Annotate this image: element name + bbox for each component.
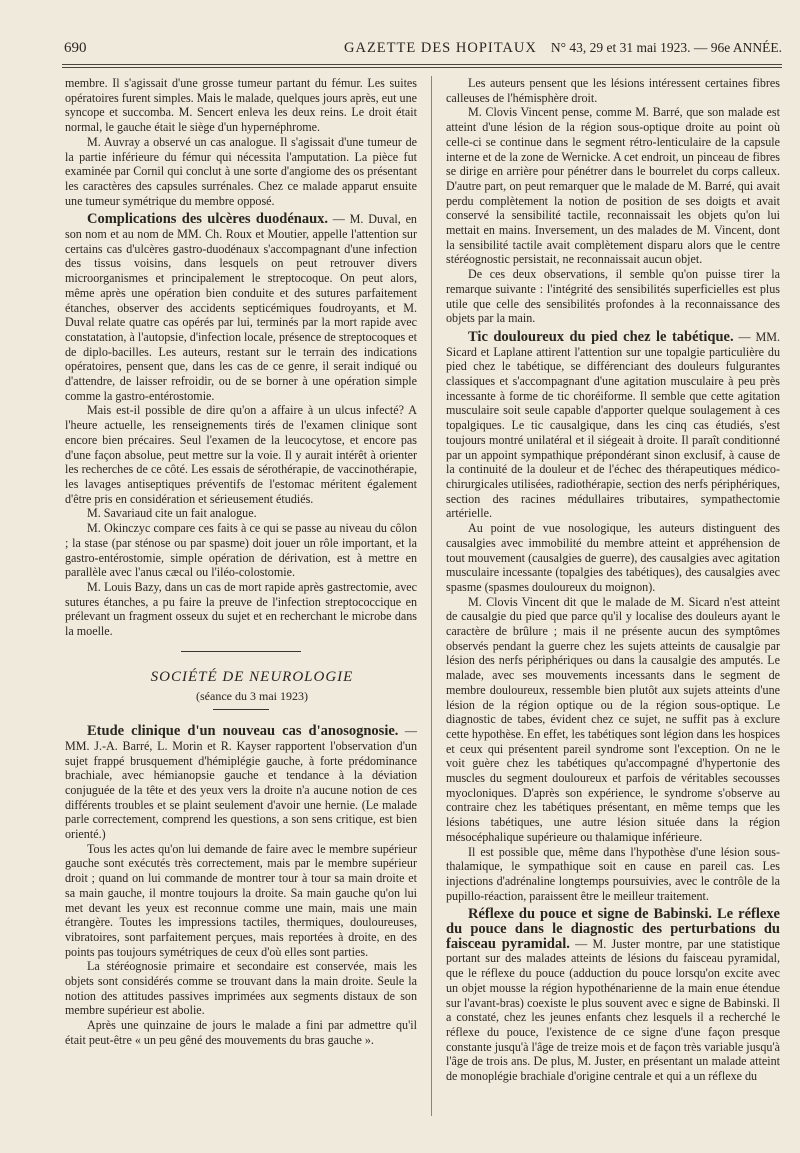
paragraph: La stéréognosie primaire et secondaire est conservée, mais les objets sont considérés comme se trouvant dans la main droite. Seule la notion des attitudes passives imprimées aux segments distaux de son membre supérieur est abolie. xyxy=(65,959,417,1018)
section-heading: Réflexe du pouce et signe de Babinski. Le réflexe du pouce dans le diagnostic des perturbations du faisceau pyramidal. xyxy=(446,906,780,952)
paragraph: Au point de vue nosologique, les auteurs distinguent des causalgies avec immobilité du membre atteint et appréhension de tout mouvement (causalgies de guerre), des causalgies avec agitation musculaire incessante (topalgies des tabétiques), des causalgies avec spasme (spasmes douloureux du moignon). xyxy=(446,521,780,594)
left-column xyxy=(65,76,417,1048)
section-heading: Complications des ulcères duodénaux. xyxy=(87,211,329,228)
paragraph: M. Okinczyc compare ces faits à ce qui se passe au niveau du côlon ; la stase (par sténose ou par spasme) doit jouer un rôle important, et la gastro-entérostomie, simple opération de dérivation, est à mettre en parallèle avec l'anus cæcal ou l'iléo-colostomie. xyxy=(65,521,417,580)
right-column xyxy=(446,76,780,1084)
section-rule xyxy=(181,651,301,652)
paragraph: Les auteurs pensent que les lésions intéressent certaines fibres calleuses de l'hémisphère droit. xyxy=(446,76,780,105)
paragraph: Il est possible que, même dans l'hypothèse d'une lésion sous-thalamique, le sympathique soit en cause en pareil cas. Les injections d'adrénaline longtemps poursuivies, avec le contrôle de la pupillo-réaction, paraissent être le meilleur traitement. xyxy=(446,844,780,903)
header-rule-bottom xyxy=(62,67,782,68)
section-rule-short xyxy=(213,709,269,710)
paragraph: De ces deux observations, il semble qu'on puisse tirer la remarque suivante : l'intégrité des sensibilités superficielles est plus utile que celle des sensibilités profondes à la reconnaissance des objets par la main. xyxy=(446,267,780,326)
seance-date: (séance du 3 mai 1923) xyxy=(196,689,308,704)
section-heading: Tic douloureux du pied chez le tabétique. xyxy=(468,328,734,345)
journal-title: GAZETTE DES HOPITAUX xyxy=(344,40,537,56)
column-separator xyxy=(431,76,432,1116)
society-title: SOCIÉTÉ DE NEUROLOGIE xyxy=(150,668,354,685)
section-heading: Etude clinique d'un nouveau cas d'anosognosie. xyxy=(87,723,399,740)
paragraph: Après une quinzaine de jours le malade a fini par admettre qu'il était peut-être « un peu gêné des mouvements du bras gauche ». xyxy=(65,1018,417,1047)
page-header xyxy=(62,40,782,62)
article-paragraph xyxy=(65,724,417,842)
paragraph: membre. Il s'agissait d'une grosse tumeur partant du fémur. Les suites opératoires furent simples. Mais le malade, quelques jours après, eut une syncope et succomba. M. Sencert enleva les deux reins. Le droit était normal, le gauche était le siège d'un hypernéphrome. xyxy=(65,76,417,135)
paragraph: M. Savariaud cite un fait analogue. xyxy=(87,506,257,521)
header-rule-top xyxy=(62,64,782,65)
paragraph-text: — M. Duval, en son nom et au nom de MM. Ch. Roux et Moutier, appelle l'attention sur certains cas d'ulcères gastro-duodénaux s'accompagnant d'une infection des tissus voisins, dans lesquels on peut retrouver divers microorganismes et principalement le streptocoque. On peut alors, même après une opération bien conduite et des sutures parfaitement étanches, observer des accidents septicémiques foudroyants, et M. Duval relate quatre cas opérés par lui, terminés par la mort rapide avec constatation, à l'autopsie, d'infection locale, présence de streptocoques et de diplo-bacilles. Les auteurs, restant sur le terrain des indications opératoires, pensent que, dans les cas de ce genre, il serait indiqué ou d'attendre, de laisser refroidir, ou de se borner à une opération simple comme la gastro-entérostomie. xyxy=(65,212,417,403)
article-paragraph xyxy=(446,907,780,1083)
paragraph-text: — MM. J.-A. Barré, L. Morin et R. Kayser rapportent l'observation d'un sujet frappé brusquement d'hémiplégie gauche, à forte prédominance brachiale, avec hémianopsie gauche et tendance à la déviation conjuguée de la tête et des yeux vers la droite n'a aucune notion de ces différents troubles et se plaint seulement d'avoir une hernie. (Le malade parle correctement, comprend les questions, a son sens critique, est bien orienté.) xyxy=(65,724,417,842)
issue-info: N° 43, 29 et 31 mai 1923. — 96e ANNÉE. xyxy=(550,40,782,55)
paragraph: Tous les actes qu'on lui demande de faire avec le membre supérieur gauche sont exécutés très correctement, mais par le membre supérieur droit ; quand on lui commande de montrer tour à tour sa main droite et sa main gauche, il montre toujours la droite. Sa main gauche qu'on lui met devant les yeux est reconnue comme une main, mais une main étrangère. Toutes les impressions tactiles, thermiques, douloureuses, vibratoires, sont parfaitement perçues, mais reportées à droite, en des points pas toujours symétriques de ceux d'où elles sont parties. xyxy=(65,841,417,959)
paragraph: M. Clovis Vincent dit que le malade de M. Sicard n'est atteint de causalgie du pied que parce qu'il y localise des douleurs ayant le caractère de brûlure ; mais il ne présente aucun des symptômes observés pendant la guerre chez les sujets atteints de causalgie par lésion des nerfs périphériques ou dans la causalgie des amputés. Le malade, avec ses mouvements incessants dans le segment de membre douloureux, ressemble bien plutôt aux sujets atteints d'une lésion de la région optique ou de la région sous-optique. Le diagnostic de tabes, évident chez ce sujet, ne suffit pas à exclure cette hypothèse. En effet, les tabétiques sont légion dans les hospices et ceux qui présentent pareil syndrome sont l'exception. On ne le voit guère chez les tabétiques qu'accompagné d'hypertonie des muscles du segment douloureux et parfois de véritables secousses myocloniques. D'après son expérience, le syndrome s'observe au contraire chez les tabétiques présentant, en même temps que les lésions tabétiques, une autre lésion située dans la région mésocéphalique supérieure ou thalamique inférieure. xyxy=(446,594,780,844)
page-number: 690 xyxy=(64,40,87,56)
paragraph: M. Louis Bazy, dans un cas de mort rapide après gastrectomie, avec sutures étanches, a pu faire la preuve de l'infection streptococcique en prélevant un fragment osseux du sujet et en recherchant le microbe dans la moelle. xyxy=(65,579,417,639)
article-paragraph xyxy=(65,212,417,403)
paragraph: Mais est-il possible de dire qu'on a affaire à un ulcus infecté? A l'heure actuelle, les renseignements tirés de l'examen clinique sont encore bien précaires. Seul l'examen de la leucocytose, et encore pas d'une façon absolue, peut mettre sur la voie. Il y aurait intérêt à orienter les recherches de ce côté. Les essais de sérothérapie, de vaccinothérapie, les lavages antiseptiques préventifs de l'estomac méritent également d'être pris en considération et sérieusement étudiés. xyxy=(65,403,417,506)
paragraph: M. Auvray a observé un cas analogue. Il s'agissait d'une tumeur de la partie inférieure du fémur qui nécessita l'amputation. La pièce fut examinée par Cornil qui conclut à une sorte d'angiome des os présentant les caractères des capsules surrénales. Chez ce malade apparut ensuite une tumeur symétrique du membre opposé. xyxy=(65,134,417,208)
paragraph-text: — MM. Sicard et Laplane attirent l'attention sur une topalgie particulière du pied chez le tabétique, se différenciant des douleurs fulgurantes classiques et s'accompagnant d'une agitation musculaire à peu près incessante à forme de tic choréiforme. Il semble que cette agitation musculaire soit seule capable d'apporter quelque soulagement à ces topalgiques. Le tic causalgique, dans les cinq cas étudiés, s'est toujours montré unilatéral et il siégeait à droite. Il paraît conditionné par un appoint sympathique prépondérant sinon exclusif, à cause de la continuité de la douleur et de l'échec des thérapeutiques médico-chirurgicales utilisées, radiothérapie, section des nerfs périphériques, section des racines médullaires tributaires, sympathectomie artérielle. xyxy=(446,329,780,521)
paragraph-text: — M. Juster montre, par une statistique portant sur des malades atteints de lésions du faisceau pyramidal, que le réflexe du pouce (adduction du pouce lorsqu'on excite avec un objet mousse la région hypothénarienne de la main enue étendue sur l'avant-bras) coexiste le plus souvent avec e signe de Babinski. Il a constaté, chez les jeunes enfants chez lesquels il a recherché le réflexe du pouce, l'existence de ce signe d'une façon presque constante jusqu'à l'âge de treize mois et de façon très variable jusqu'à l'âge de trois ans. De plus, M. Juster, en présentant un malade atteint de monoplégie brachiale d'origine centrale et qui a un réflexe du xyxy=(446,936,780,1084)
article-paragraph xyxy=(446,330,780,521)
paragraph: M. Clovis Vincent pense, comme M. Barré, que son malade est atteint d'une lésion de la région sous-optique droite au point où celle-ci se continue dans le segment rétro-lenticulaire de la capsule interne et de la zone de Wernicke. A cet endroit, un pinceau de fibres se dirige en arrière pour pénétrer dans le bourrelet du corps calleux. D'autre part, on peut remarquer que le malade de M. Barré, qui avait perdu complètement la notion de position de ses doigts et avait conservé la sensibilité tactile, reconnaissait les objets qu'on lui mettait en mains. Inversement, un des malades de M. Vincent, dont la sensibilité tactile avait complètement disparu alors que le centre stéréognostic persistait, ne reconnaissait aucun objet. xyxy=(446,105,780,267)
